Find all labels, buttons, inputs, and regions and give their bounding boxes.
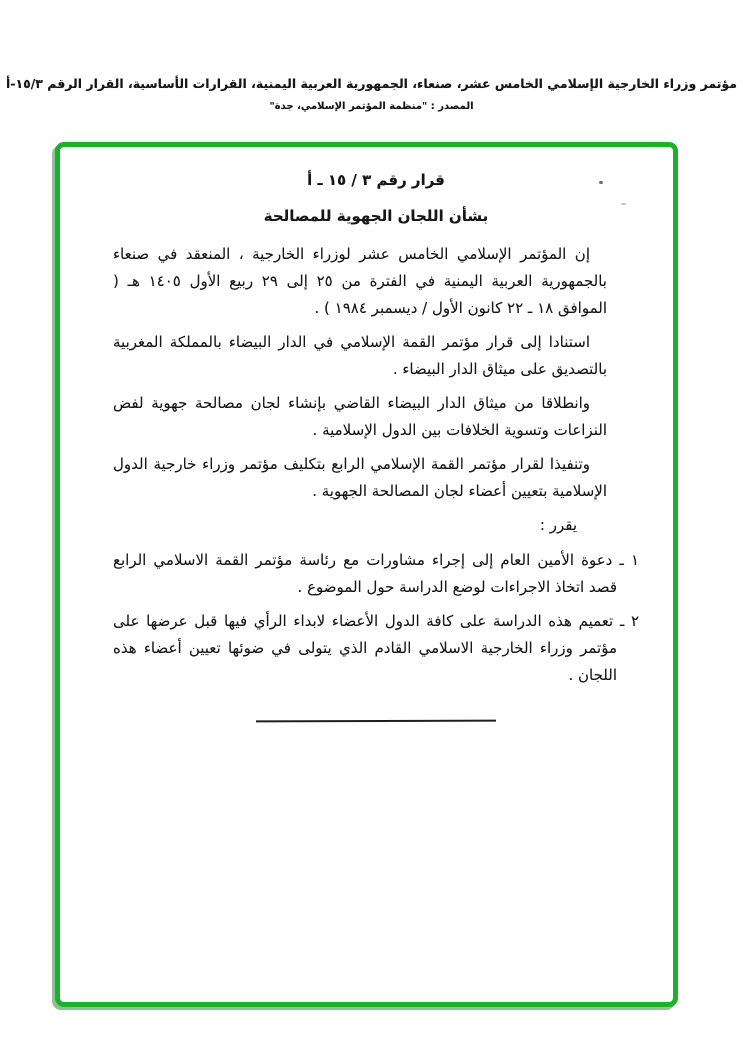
header-citation: مؤتمر وزراء الخارجية الإسلامي الخامس عشر، صنعاء، الجمهورية العربية اليمنية، القرارات الأساسية، القرار الرقم ١٥/٣-أ bbox=[5, 76, 738, 91]
decision-item: ٢ ـ تعميم هذه الدراسة على كافة الدول الأعضاء لابداء الرأي فيها قبل عرضها على مؤتمر وزراء الخارجية الاسلامي القادم الذي يتولى في ضوئها تعيين أعضاء هذه اللجان . bbox=[113, 612, 639, 684]
resolution-number-title: قرار رقم ٣ / ١٥ ـ أ bbox=[307, 171, 445, 189]
document-content bbox=[60, 147, 673, 1002]
preamble-paragraph: إن المؤتمر الإسلامي الخامس عشر لوزراء الخارجية ، المنعقد في صنعاء بالجمهورية العربية اليمنية في الفترة من ٢٥ إلى ٢٩ ربيع الأول ١٤٠٥ هـ ( الموافق ١٨ ـ ٢٢ كانون الأول / ديسمبر ١٩٨٤ ) . bbox=[113, 245, 607, 317]
resolution-body bbox=[113, 241, 639, 722]
green-border-frame bbox=[55, 142, 678, 1007]
decision-item: ١ ـ دعوة الأمين العام إلى إجراء مشاورات مع رئاسة مؤتمر القمة الاسلامي الرابع قصد اتخاذ الاجراءات لوضع الدراسة حول الموضوع . bbox=[113, 551, 639, 596]
preamble-paragraph: استنادا إلى قرار مؤتمر القمة الإسلامي في الدار البيضاء بالمملكة المغربية بالتصديق على ميثاق الدار البيضاء . bbox=[113, 333, 607, 378]
source-line: المصدر : "منظمة المؤتمر الإسلامي، جدة" bbox=[269, 101, 474, 112]
scan-noise-speck bbox=[621, 203, 626, 205]
preamble-paragraph: وتنفيذا لقرار مؤتمر القمة الإسلامي الرابع بتكليف مؤتمر وزراء خارجية الدول الإسلامية بتعيين أعضاء لجان المصالحة الجهوية . bbox=[113, 455, 607, 500]
decision-intro: يقرر : bbox=[539, 516, 577, 534]
scan-noise-speck bbox=[599, 181, 603, 184]
preamble-paragraph: وانطلاقا من ميثاق الدار البيضاء القاضي بإنشاء لجان مصالحة جهوية لفض النزاعات وتسوية الخلافات بين الدول الإسلامية . bbox=[113, 394, 607, 439]
closing-divider-line bbox=[256, 720, 496, 723]
resolution-subject-title: بشأن اللجان الجهوية للمصالحة bbox=[263, 207, 489, 225]
